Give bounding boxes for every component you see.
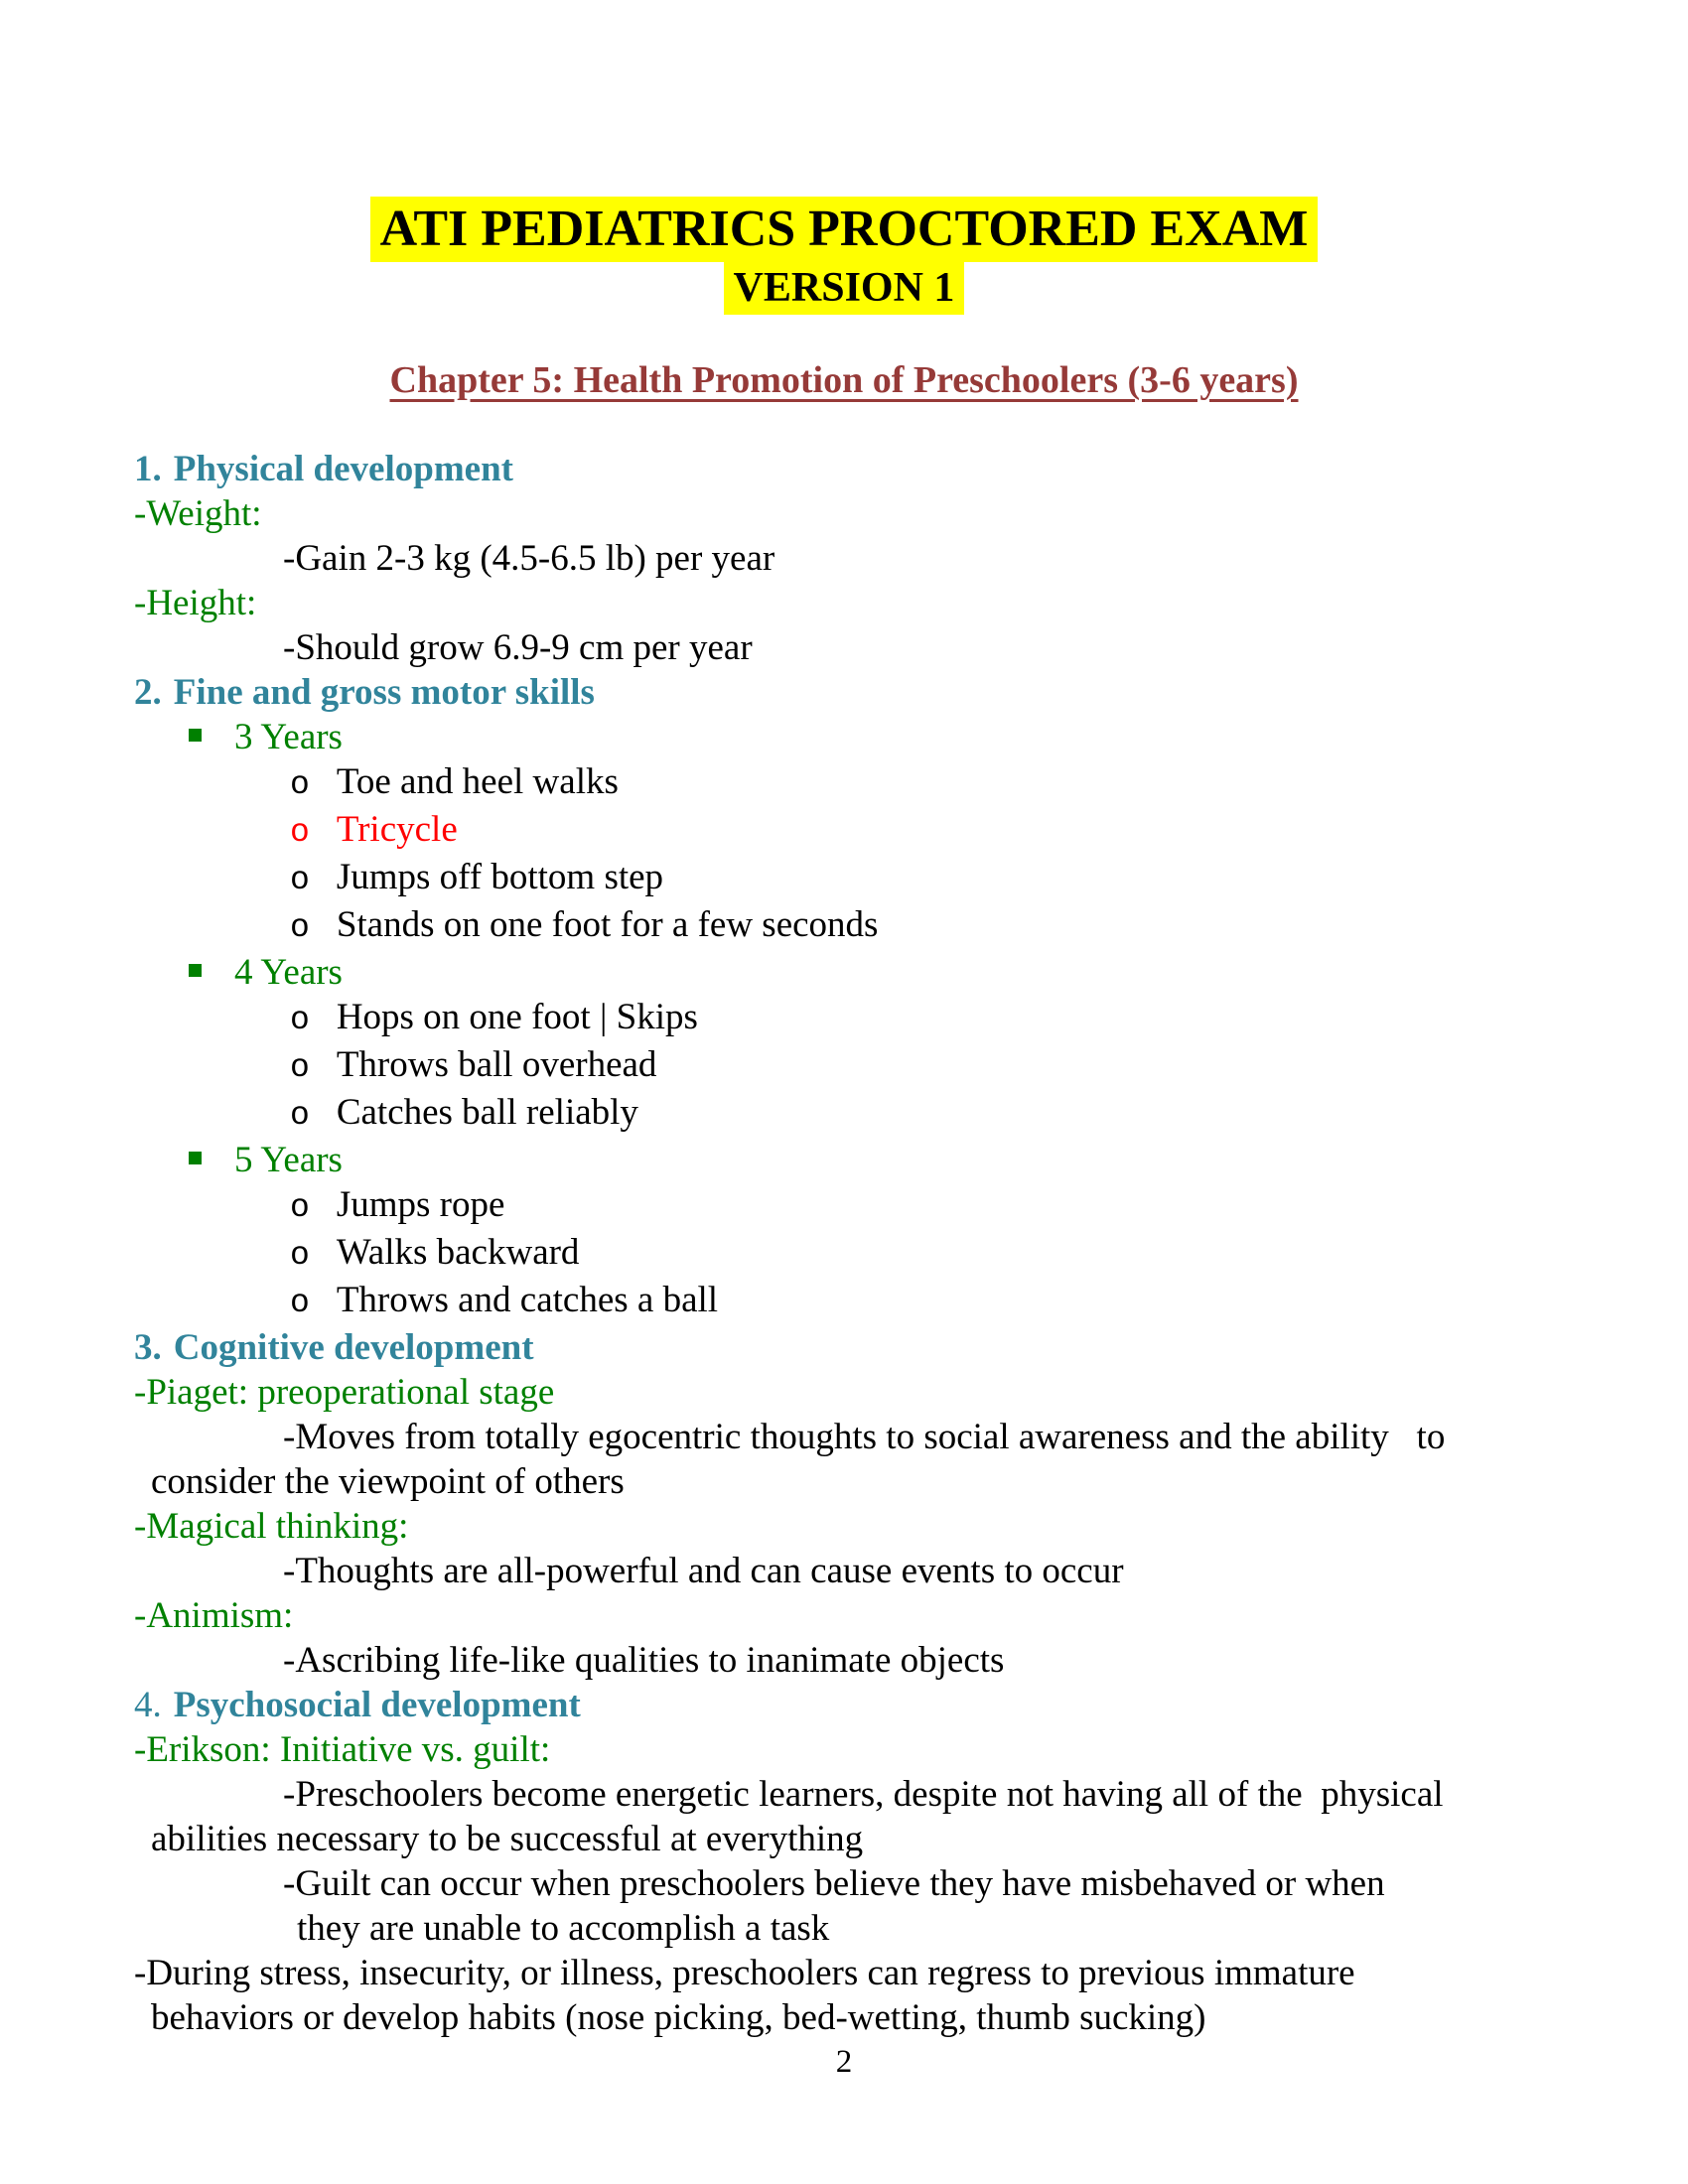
note-line <box>0 1772 1688 1817</box>
note-line <box>0 1817 1688 1861</box>
line-text: abilities necessary to be successful at everything <box>151 1819 864 1859</box>
line-text: -Moves from totally egocentric thoughts to social awareness and the ability to <box>283 1417 1446 1457</box>
term-label <box>0 581 1688 625</box>
section-heading <box>0 1683 1688 1727</box>
skill-bullet-item <box>0 759 1688 807</box>
term-label <box>0 1727 1688 1772</box>
section-heading <box>0 1325 1688 1370</box>
note-line <box>0 1549 1688 1593</box>
line-text: -Height: <box>134 583 257 623</box>
skill-bullet-item <box>0 807 1688 855</box>
circle-bullet-icon: o <box>290 862 310 898</box>
line-text: Cognitive development <box>173 1327 534 1368</box>
section-number: 3. <box>134 1327 162 1368</box>
skill-bullet-item <box>0 1042 1688 1090</box>
skill-bullet-item <box>0 1278 1688 1325</box>
line-text: -Should grow 6.9-9 cm per year <box>283 627 753 668</box>
line-text: 5 Years <box>234 1140 343 1180</box>
title-row <box>0 197 1688 262</box>
line-text: -Weight: <box>134 493 262 534</box>
line-text: Catches ball reliably <box>336 1092 638 1133</box>
line-text: -Animism: <box>134 1595 294 1636</box>
section-number: 1. <box>134 449 162 489</box>
term-label <box>0 491 1688 536</box>
note-line <box>0 625 1688 670</box>
line-text: they are unable to accomplish a task <box>297 1908 830 1949</box>
line-text: -Piaget: preoperational stage <box>134 1372 555 1413</box>
chapter-row <box>0 357 1688 403</box>
line-text: Tricycle <box>336 809 458 850</box>
circle-bullet-icon: o <box>290 1237 310 1274</box>
line-text: behaviors or develop habits (nose picking, bed-wetting, thumb sucking) <box>151 1997 1206 2038</box>
age-bullet-item <box>0 715 1688 759</box>
line-text: Jumps off bottom step <box>336 857 664 897</box>
line-text: Physical development <box>173 449 513 489</box>
line-text: -Preschoolers become energetic learners, despite not having all of the physical <box>283 1774 1444 1815</box>
chapter-heading: Chapter 5: Health Promotion of Preschoolers (3-6 years) <box>389 359 1299 401</box>
note-line <box>0 1861 1688 1906</box>
note-line <box>0 1951 1688 1995</box>
circle-bullet-icon: o <box>290 1002 310 1038</box>
line-text: -Erikson: Initiative vs. guilt: <box>134 1729 551 1770</box>
line-text: 4 Years <box>234 952 343 993</box>
line-text: -Ascribing life-like qualities to inanimate objects <box>283 1640 1005 1681</box>
document-lines <box>0 447 1688 2085</box>
line-text: -Gain 2-3 kg (4.5-6.5 lb) per year <box>283 538 775 579</box>
skill-bullet-item <box>0 1182 1688 1230</box>
line-text: 3 Years <box>234 717 343 757</box>
line-text: consider the viewpoint of others <box>151 1461 625 1502</box>
term-label <box>0 1504 1688 1549</box>
line-text: Hops on one foot | Skips <box>336 997 698 1037</box>
line-text: Throws and catches a ball <box>336 1280 719 1320</box>
line-text: Throws ball overhead <box>336 1044 657 1085</box>
line-text: Fine and gross motor skills <box>173 672 595 713</box>
skill-bullet-item <box>0 995 1688 1042</box>
section-number: 2. <box>134 672 162 713</box>
circle-bullet-icon: o <box>290 814 310 851</box>
section-number: 4. <box>134 1685 162 1725</box>
skill-bullet-item <box>0 1230 1688 1278</box>
term-label <box>0 1593 1688 1638</box>
line-text: -During stress, insecurity, or illness, preschoolers can regress to previous immature <box>134 1953 1355 1993</box>
section-heading <box>0 447 1688 491</box>
line-text: -Guilt can occur when preschoolers believe they have misbehaved or when <box>283 1863 1385 1904</box>
line-text: Psychosocial development <box>173 1685 581 1725</box>
line-text: Toe and heel walks <box>336 761 619 802</box>
note-line <box>0 1906 1688 1951</box>
page-title: ATI PEDIATRICS PROCTORED EXAM <box>370 197 1319 262</box>
note-line <box>0 1638 1688 1683</box>
skill-bullet-item <box>0 902 1688 950</box>
skill-bullet-item <box>0 1090 1688 1138</box>
line-text: Jumps rope <box>336 1184 505 1225</box>
note-line <box>0 536 1688 581</box>
term-label <box>0 1370 1688 1415</box>
skill-bullet-item <box>0 855 1688 902</box>
square-bullet-icon <box>189 1152 202 1164</box>
square-bullet-icon <box>189 729 202 742</box>
line-text: -Magical thinking: <box>134 1506 409 1547</box>
circle-bullet-icon: o <box>290 1189 310 1226</box>
subtitle-row <box>0 261 1688 315</box>
version-subtitle: VERSION 1 <box>724 261 965 315</box>
line-text: Stands on one foot for a few seconds <box>336 904 879 945</box>
circle-bullet-icon: o <box>290 1285 310 1321</box>
age-bullet-item <box>0 950 1688 995</box>
line-text: -Thoughts are all-powerful and can cause events to occur <box>283 1551 1124 1591</box>
note-line <box>0 1995 1688 2040</box>
line-text: Walks backward <box>336 1232 580 1273</box>
circle-bullet-icon: o <box>290 1097 310 1134</box>
circle-bullet-icon: o <box>290 1049 310 1086</box>
note-line <box>0 1459 1688 1504</box>
square-bullet-icon <box>189 964 202 977</box>
circle-bullet-icon: o <box>290 909 310 946</box>
circle-bullet-icon: o <box>290 766 310 803</box>
section-heading <box>0 670 1688 715</box>
page-number: 2 <box>835 2044 853 2080</box>
age-bullet-item <box>0 1138 1688 1182</box>
note-line <box>0 1415 1688 1459</box>
